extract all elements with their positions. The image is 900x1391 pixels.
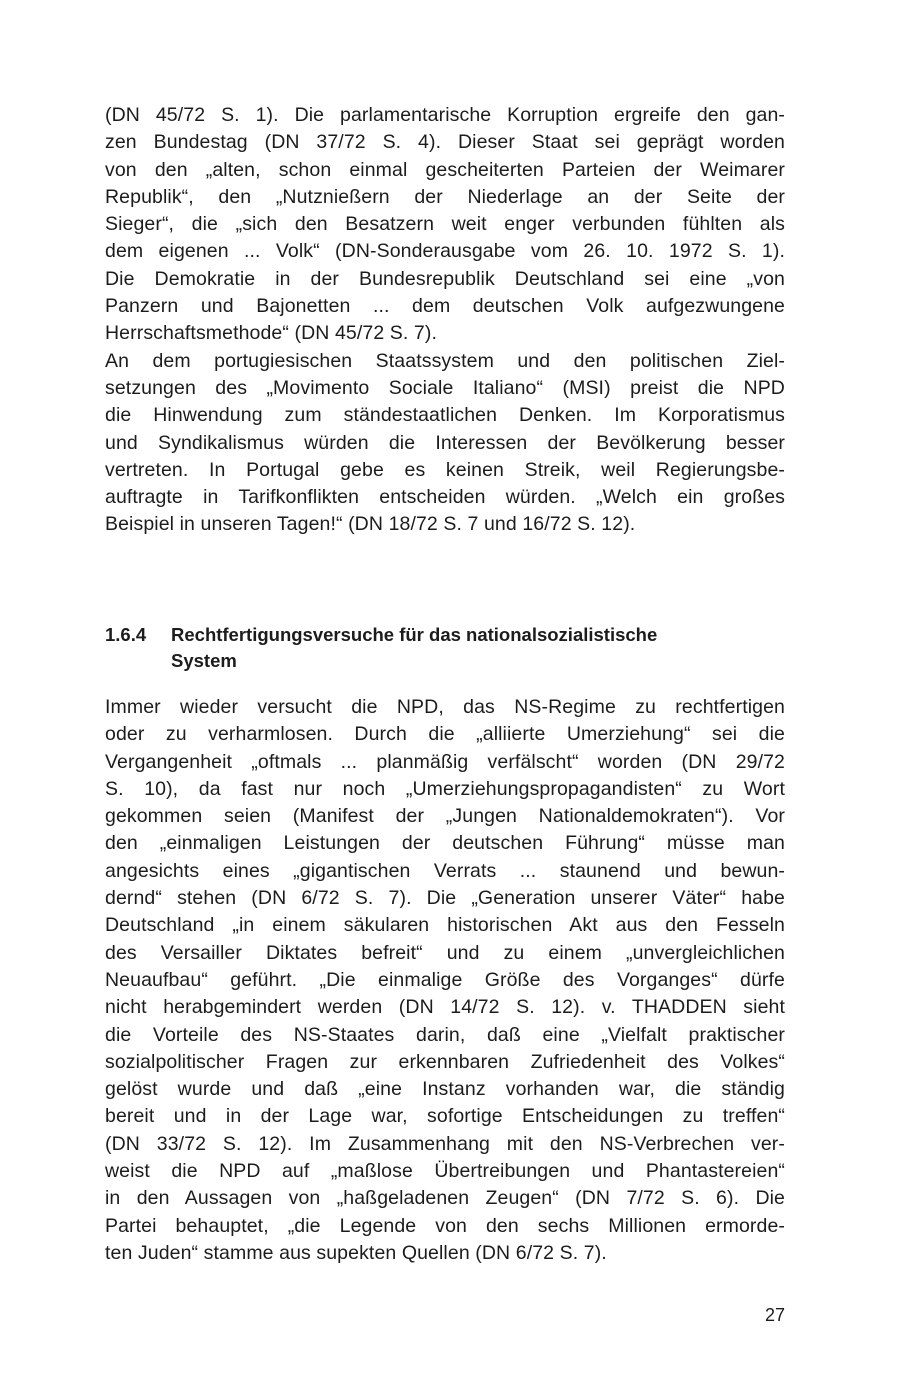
page-number: 27: [764, 1305, 785, 1325]
section-title-line: System: [171, 650, 237, 671]
text-line: Deutschland „in einem säkularen historischen Akt aus den Fesseln: [105, 914, 785, 937]
text-line: sozialpolitischer Fragen zur erkennbaren Zufriedenheit des Volkes“: [105, 1050, 785, 1073]
text-line: Neuaufbau“ geführt. „Die einmalige Größe des Vorganges“ dürfe: [105, 968, 785, 991]
text-line: und Syndikalismus würden die Interessen der Bevölkerung besser: [105, 431, 785, 454]
text-line: (DN 45/72 S. 1). Die parlamentarische Korruption ergreife den gan-: [105, 104, 785, 126]
text-line: angesichts eines „gigantischen Verrats ... staunend und bewun-: [105, 859, 785, 882]
text-line: gelöst wurde und daß „eine Instanz vorhanden war, die ständig: [105, 1078, 785, 1101]
text-line: dernd“ stehen (DN 6/72 S. 7). Die „Generation unserer Väter“ habe: [105, 887, 785, 910]
text-line: Immer wieder versucht die NPD, das NS-Regime zu rechtfertigen: [105, 696, 785, 718]
text-line: ten Juden“ stamme aus supekten Quellen (DN 6/72 S. 7).: [105, 1241, 607, 1264]
text-line: vertreten. In Portugal gebe es keinen Streik, weil Regierungsbe-: [105, 458, 785, 481]
text-line: bereit und in der Lage war, sofortige Entscheidungen zu treffen“: [105, 1105, 785, 1128]
text-line: Beispiel in unseren Tagen!“ (DN 18/72 S. 7 und 16/72 S. 12).: [105, 513, 636, 536]
text-line: Die Demokratie in der Bundesrepublik Deutschland sei eine „von: [105, 267, 785, 290]
text-line: (DN 33/72 S. 12). Im Zusammenhang mit den NS-Verbrechen ver-: [105, 1132, 785, 1155]
text-line: die Vorteile des NS-Staates darin, daß eine „Vielfalt praktischer: [105, 1023, 785, 1046]
text-line: S. 10), da fast nur noch „Umerziehungspropagandisten“ zu Wort: [105, 777, 785, 800]
section-title: [171, 622, 657, 674]
section-title-line: Rechtfertigungsversuche für das nationalsozialistische: [171, 624, 658, 645]
text-line: Sieger“, die „sich den Besatzern weit enger verbunden fühlten als: [105, 213, 785, 236]
text-line: von den „alten, schon einmal gescheiterten Parteien der Weimarer: [105, 158, 785, 181]
section-number: 1.6.4: [105, 624, 147, 645]
text-line: gekommen seien (Manifest der „Jungen Nationaldemokraten“). Vor: [105, 805, 785, 828]
text-line: dem eigenen ... Volk“ (DN-Sonderausgabe vom 26. 10. 1972 S. 1).: [105, 240, 785, 263]
paragraph-1: [105, 102, 785, 539]
paragraph-3: [105, 694, 785, 1267]
text-line: die Hinwendung zum ständestaatlichen Denken. Im Korporatismus: [105, 404, 785, 427]
text-line: oder zu verharmlosen. Durch die „alliierte Umerziehung“ sei die: [105, 723, 785, 746]
text-line: Vergangenheit „oftmals ... planmäßig verfälscht“ worden (DN 29/72: [105, 750, 785, 773]
text-line: in den Aussagen von „haßgeladenen Zeugen“ (DN 7/72 S. 6). Die: [105, 1187, 785, 1210]
text-line: Partei behauptet, „die Legende von den sechs Millionen ermorde-: [105, 1214, 785, 1237]
text-line: nicht herabgemindert werden (DN 14/72 S. 12). v. THADDEN sieht: [105, 996, 785, 1019]
text-line: Herrschaftsmethode“ (DN 45/72 S. 7).: [105, 322, 437, 345]
text-line: zen Bundestag (DN 37/72 S. 4). Dieser Staat sei geprägt worden: [105, 131, 785, 154]
text-line: auftragte in Tarifkonflikten entscheiden würden. „Welch ein großes: [105, 486, 785, 509]
text-line: weist die NPD auf „maßlose Übertreibungen und Phantastereien“: [105, 1160, 785, 1183]
text-line: An dem portugiesischen Staatssystem und den politischen Ziel-: [105, 349, 785, 372]
text-line: Panzern und Bajonetten ... dem deutschen Volk aufgezwungene: [105, 295, 785, 318]
text-line: des Versailler Diktates befreit“ und zu einem „unvergleichlichen: [105, 941, 785, 964]
text-line: setzungen des „Movimento Sociale Italiano“ (MSI) preist die NPD: [105, 376, 785, 399]
text-line: den „einmaligen Leistungen der deutschen Führung“ müsse man: [105, 832, 785, 855]
text-line: Republik“, den „Nutznießern der Niederlage an der Seite der: [105, 185, 785, 208]
